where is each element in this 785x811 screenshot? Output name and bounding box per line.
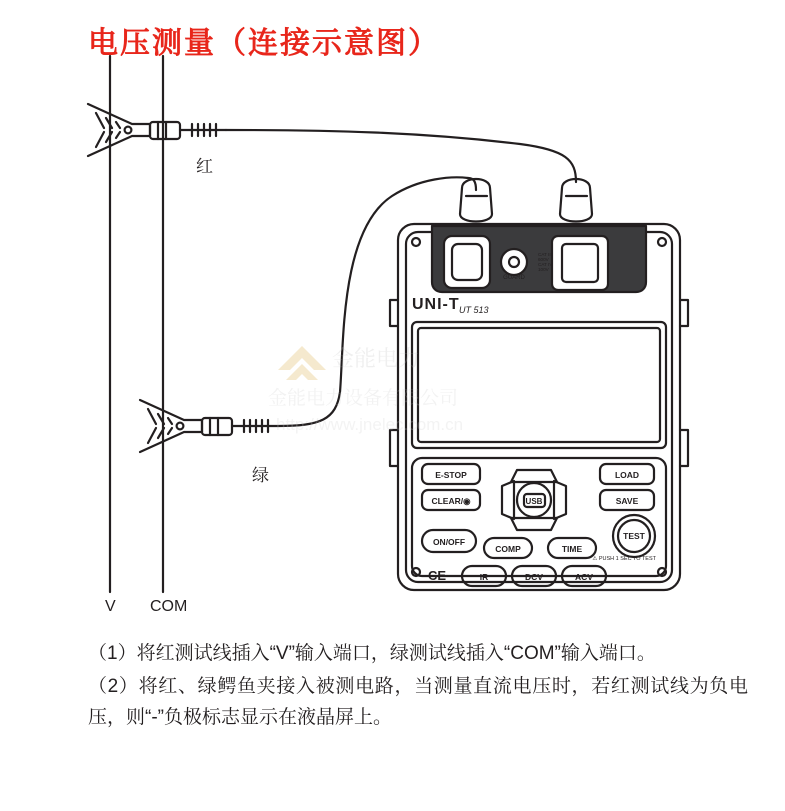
note-item: （2）将红、绿鳄鱼夹接入被测电路，当测量直流电压时，若红测试线为负电压，则“-”负极标志显示在液晶屏上。 [88, 676, 748, 728]
cat-rating-label: CAT III [538, 252, 552, 257]
btn-load-label: LOAD [614, 470, 640, 480]
btn-save-label: SAVE [615, 496, 639, 506]
cat-rating-label: 100V [538, 267, 549, 272]
btn-dcv-label: DCV [525, 572, 543, 582]
page-title: 电压测量（连接示意图） [88, 27, 440, 60]
btn-acv-label: ACV [575, 572, 593, 582]
watermark-line2: http://www.jnelec.com.cn [276, 415, 464, 434]
red-lead-wire [226, 130, 576, 182]
cat-rating-label: 600V [538, 257, 549, 262]
btn-usb-label: USB [525, 497, 543, 506]
btn-ir-label: IR [479, 572, 489, 582]
port-com-label: COM [150, 598, 188, 615]
cat-rating-label: CAT IV [538, 262, 553, 267]
device-model: UT 513 [459, 305, 489, 315]
guard-label: GUARD [503, 275, 525, 281]
device-brand: UNI-T [412, 296, 460, 313]
btn-estop-label: E-STOP [435, 470, 467, 480]
green-alligator-clip [140, 400, 278, 452]
red-alligator-clip [88, 104, 226, 156]
btn-test-label: TEST [623, 531, 645, 541]
watermark-line3: 金能电力设备有限公司 [268, 388, 459, 409]
green-lead-label: 绿 [252, 466, 269, 485]
test-hint-label: ⚠ PUSH 1 SEC TO TEST [592, 556, 656, 562]
port-v-label: V [105, 598, 116, 615]
red-lead-label: 红 [196, 157, 213, 176]
btn-time-label: TIME [561, 544, 583, 554]
probe-plug-right [560, 179, 592, 222]
instruction-notes [88, 638, 748, 735]
note-item: （1）将红测试线插入“V”输入端口，绿测试线插入“COM”输入端口。 [88, 643, 656, 664]
btn-onoff-label: ON/OFF [432, 537, 466, 547]
watermark-line1: 金能电力 [332, 346, 421, 371]
btn-clear-label: CLEAR/◉ [431, 496, 471, 506]
btn-comp-label: COMP [495, 544, 521, 554]
ce-mark-label: CE [428, 568, 447, 583]
